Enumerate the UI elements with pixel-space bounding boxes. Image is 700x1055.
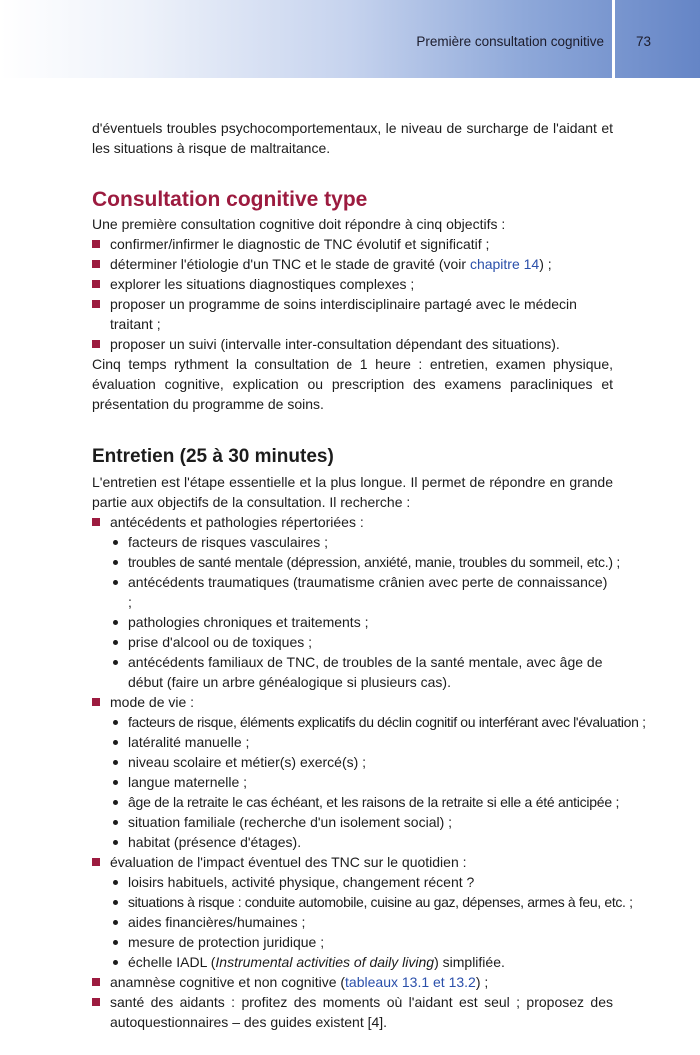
- tables-link[interactable]: tableaux 13.1 et 13.2: [345, 974, 476, 990]
- objectives-list: [92, 234, 613, 354]
- page-header: [0, 0, 700, 78]
- list-item: loisirs habituels, activité physique, changement récent ?: [92, 872, 613, 892]
- list-item: santé des aidants : profitez des moments où l'aidant est seul ; proposez des autoquestionnaires – des guides existent [4].: [92, 992, 613, 1032]
- list-item: mesure de protection juridique ;: [92, 932, 613, 952]
- subsection-title: Entretien (25 à 30 minutes): [92, 446, 334, 467]
- list-item: troubles de santé mentale (dépression, anxiété, manie, troubles du sommeil, etc.) ;: [92, 552, 613, 572]
- group-label: mode de vie :: [92, 692, 613, 712]
- list-item: latéralité manuelle ;: [92, 732, 613, 752]
- list-item: niveau scolaire et métier(s) exercé(s) ;: [92, 752, 613, 772]
- list-item: pathologies chroniques et traitements ;: [92, 612, 613, 632]
- list-item: échelle IADL (Instrumental activities of daily living) simplifiée.: [92, 952, 613, 972]
- list-item: situation familiale (recherche d'un isolement social) ;: [92, 812, 613, 832]
- group-label: antécédents et pathologies répertoriées :: [92, 512, 613, 532]
- interview-list: [92, 512, 646, 1032]
- page-number: 73: [636, 34, 652, 49]
- group-label: évaluation de l'impact éventuel des TNC sur le quotidien :: [92, 852, 613, 872]
- subsection-lead: L'entretien est l'étape essentielle et la plus longue. Il permet de répondre en grande partie aux objectifs de la consultation. Il recherche :: [92, 474, 613, 510]
- list-item: antécédents familiaux de TNC, de troubles de la santé mentale, avec âge de début (faire un arbre généalogique si plusieurs cas).: [92, 652, 613, 692]
- objective-item: confirmer/infirmer le diagnostic de TNC évolutif et significatif ;: [92, 234, 613, 254]
- list-item: anamnèse cognitive et non cognitive (tableaux 13.1 et 13.2) ;: [92, 972, 613, 992]
- iadl-italic: Instrumental activities of daily living: [215, 954, 435, 970]
- section-lead: Une première consultation cognitive doit répondre à cinq objectifs :: [92, 216, 506, 232]
- running-title: Première consultation cognitive: [416, 34, 604, 49]
- list-item: facteurs de risques vasculaires ;: [92, 532, 613, 552]
- list-item: antécédents traumatiques (traumatisme crânien avec perte de connaissance) ;: [92, 572, 613, 612]
- intro-paragraph: d'éventuels troubles psychocomportementaux, le niveau de surcharge de l'aidant et les situations à risque de maltraitance.: [92, 120, 613, 156]
- objective-item: explorer les situations diagnostiques complexes ;: [92, 274, 613, 294]
- objective-item: proposer un programme de soins interdisciplinaire partagé avec le médecin traitant ;: [92, 294, 613, 334]
- list-item: situations à risque : conduite automobile, cuisine au gaz, dépenses, armes à feu, etc. ;: [92, 892, 613, 912]
- section-title: Consultation cognitive type: [92, 188, 368, 211]
- header-divider: [612, 0, 615, 78]
- objective-item: déterminer l'étiologie d'un TNC et le stade de gravité (voir chapitre 14) ;: [92, 254, 613, 274]
- list-item: langue maternelle ;: [92, 772, 613, 792]
- objective-item: proposer un suivi (intervalle inter-consultation dépendant des situations).: [92, 334, 613, 354]
- list-item: aides financières/humaines ;: [92, 912, 613, 932]
- chapter-link[interactable]: chapitre 14: [469, 256, 540, 272]
- list-item: âge de la retraite le cas échéant, et les raisons de la retraite si elle a été anticipée ;: [92, 792, 613, 812]
- page-content: [92, 118, 646, 1032]
- list-item: prise d'alcool ou de toxiques ;: [92, 632, 613, 652]
- list-item: habitat (présence d'étages).: [92, 832, 613, 852]
- closing-paragraph: Cinq temps rythment la consultation de 1 heure : entretien, examen physique, évaluation cognitive, explication ou prescription des examens paracliniques et présentation du programme de soins.: [92, 356, 613, 412]
- list-item: facteurs de risque, éléments explicatifs du déclin cognitif ou interférant avec l'évaluation ;: [92, 712, 613, 732]
